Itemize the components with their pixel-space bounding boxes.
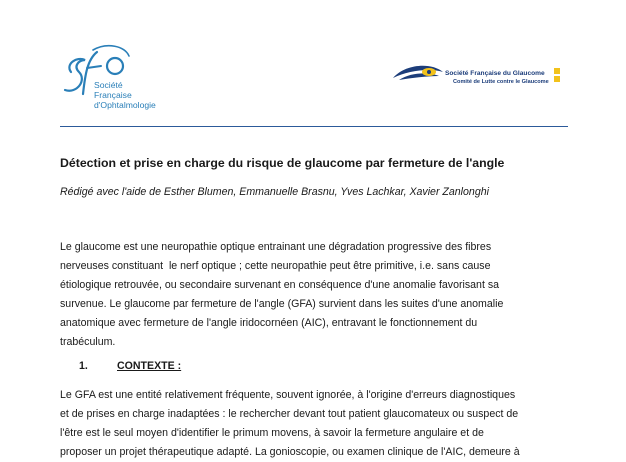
section-line [60, 386, 566, 405]
section-line-text: Le GFA est une entité relativement fréquente, souvent ignorée, à l'origine d'erreurs diagnostiques [60, 389, 516, 401]
document-title: Détection et prise en charge du risque de glaucome par fermeture de l'angle [60, 156, 505, 170]
sfo-line-1: Société [94, 80, 123, 90]
intro-line-text: Le glaucome est une neuropathie optique entrainant une dégradation progressive des fibres [60, 241, 492, 253]
intro-line-text: anatomique avec fermeture de l'angle iridocornéen (AIC), entravant le fonctionnement du [60, 317, 478, 329]
sfo-logo-text [94, 80, 156, 110]
section-title: CONTEXTE : [117, 360, 182, 372]
section-paragraph [60, 386, 566, 462]
section-line [60, 443, 566, 462]
intro-line [60, 314, 566, 333]
document-authors: Rédigé avec l'aide de Esther Blumen, Emmanuelle Brasnu, Yves Lachkar, Xavier Zanlonghi [60, 186, 489, 198]
intro-paragraph [60, 238, 566, 352]
intro-line [60, 257, 566, 276]
section-line-text: et de prises en charge inadaptées : le rechercher devant tout patient glaucomateux ou suspect de [60, 408, 519, 420]
section-line-text: proposer un projet thérapeutique adapté. La gonioscopie, ou examen clinique de l'AIC, demeure à [60, 446, 520, 458]
section-line [60, 424, 566, 443]
header-divider [60, 126, 568, 127]
sfg-subtitle: Comité de Lutte contre le Glaucome [453, 79, 549, 85]
intro-line [60, 238, 566, 257]
section-number: 1. [79, 360, 88, 372]
intro-line-text: survenue. Le glaucome par fermeture de l'angle (GFA) survient dans les suites d'une anomalie [60, 298, 504, 310]
sfo-line-3: d'Ophtalmologie [94, 100, 156, 110]
intro-line [60, 295, 566, 314]
intro-line [60, 333, 566, 352]
intro-line-text: nerveuses constituant le nerf optique ; cette neuropathie peut être primitive, i.e. sans cause [60, 260, 491, 272]
section-line [60, 405, 566, 424]
intro-line [60, 276, 566, 295]
sfg-title: Société Française du Glaucome [445, 70, 545, 77]
section-line-text: l'être est le seul moyen d'identifier le primum movens, à savoir la fermeture angulaire et de [60, 427, 484, 439]
intro-line-text: trabéculum. [60, 336, 116, 348]
sfo-line-2: Française [94, 90, 132, 100]
intro-line-text: étiologique retrouvée, ou secondaire survenant en conséquence d'une anomalie favorisant sa [60, 279, 500, 291]
